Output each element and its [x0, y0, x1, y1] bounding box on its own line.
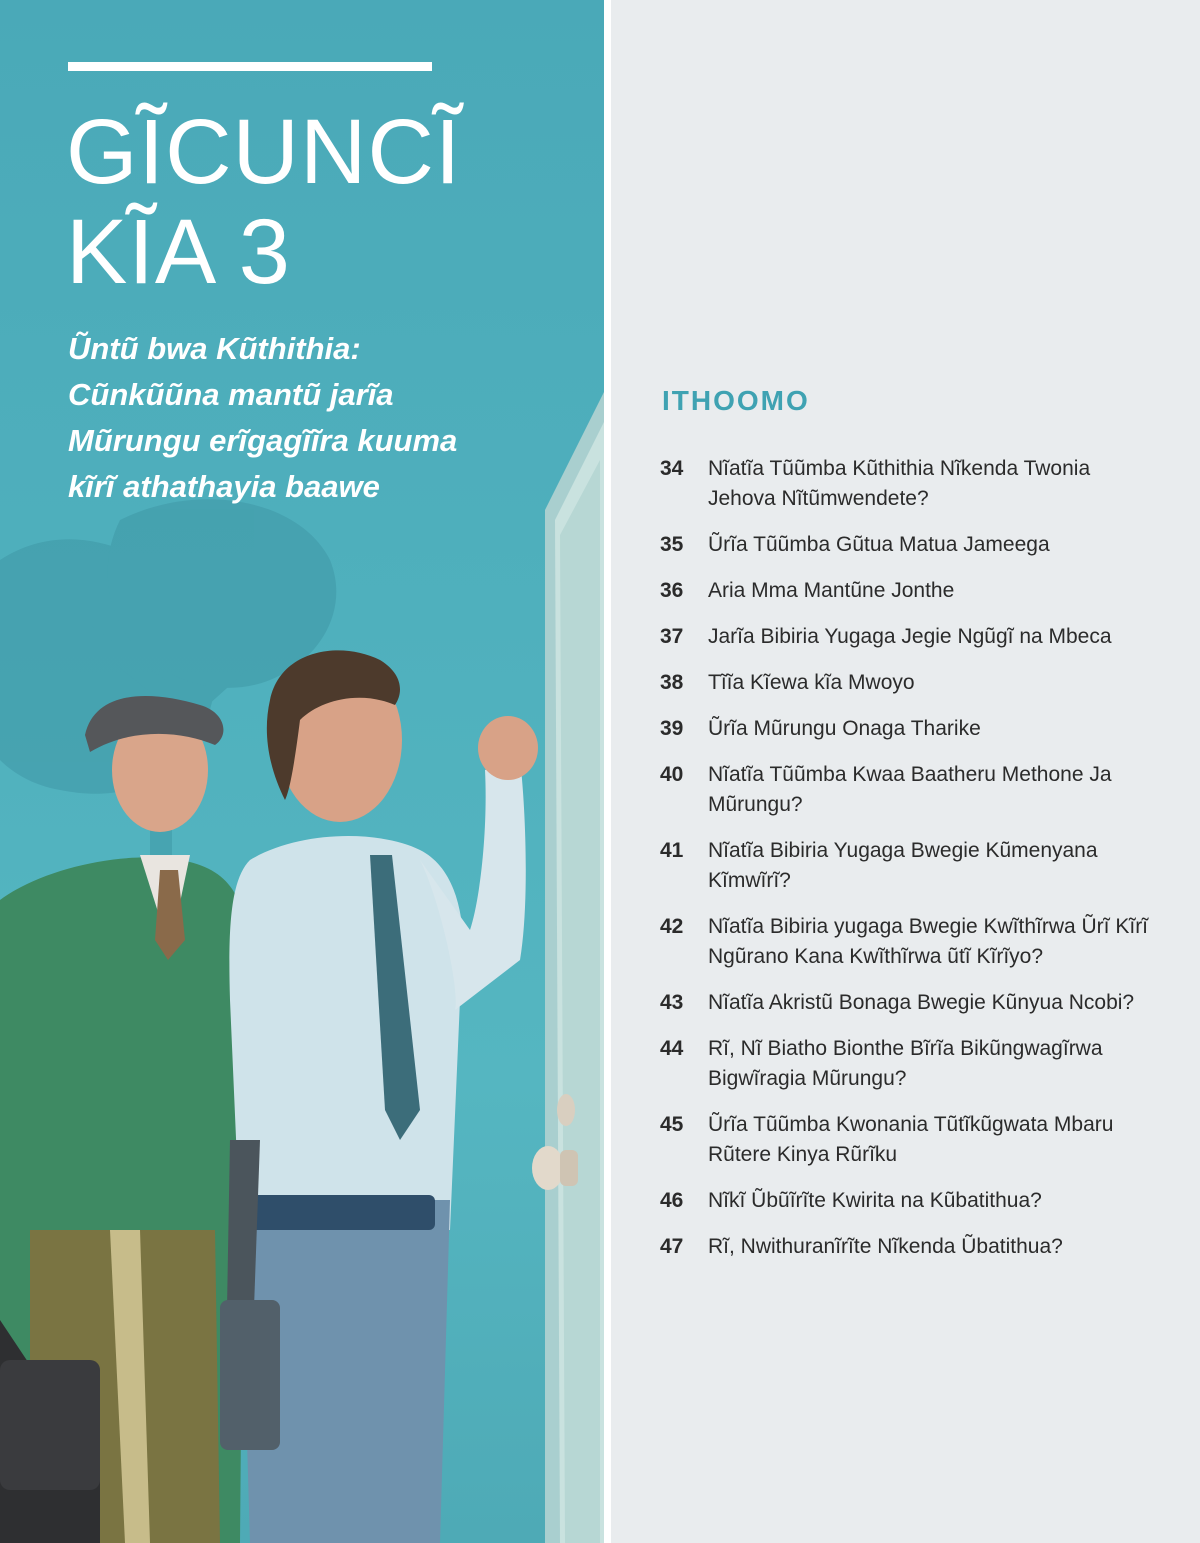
contents-item[interactable]	[660, 912, 1160, 972]
lesson-title: Rĩ, Nĩ Biatho Bionthe Bĩrĩa Bikũngwagĩrwa Bigwĩragia Mũrungu?	[708, 1037, 1103, 1090]
lesson-title: Ũrĩa Tũũmba Gũtua Matua Jameega	[708, 533, 1050, 556]
lesson-title: Nĩatĩa Tũũmba Kũthithia Nĩkenda Twonia Jehova Nĩtũmwendete?	[708, 457, 1091, 510]
contents-item[interactable]	[660, 668, 1160, 698]
contents-item[interactable]	[660, 836, 1160, 896]
lesson-number: 42	[660, 915, 684, 938]
lesson-number: 44	[660, 1037, 684, 1060]
lesson-title: Nĩatĩa Tũũmba Kwaa Baatheru Methone Ja Mũrungu?	[708, 763, 1112, 816]
lesson-title: Jarĩa Bibiria Yugaga Jegie Ngũgĩ na Mbeca	[708, 625, 1112, 648]
lesson-number: 45	[660, 1113, 684, 1136]
contents-item[interactable]	[660, 714, 1160, 744]
contents-item[interactable]	[660, 1034, 1160, 1094]
lesson-title: Nĩatĩa Akristũ Bonaga Bwegie Kũnyua Ncobi?	[708, 991, 1135, 1014]
lesson-title: Ũrĩa Mũrungu Onaga Tharike	[708, 717, 981, 740]
contents-item[interactable]	[660, 530, 1160, 560]
chapter-title-line-1: GĨCUNCĨ	[66, 101, 462, 203]
contents-item[interactable]	[660, 760, 1160, 820]
contents-item[interactable]	[660, 1232, 1160, 1262]
chapter-title	[66, 102, 461, 302]
lesson-title: Aria Mma Mantũne Jonthe	[708, 579, 955, 602]
contents-item[interactable]	[660, 576, 1160, 606]
lesson-number: 34	[660, 457, 684, 480]
contents-list	[660, 454, 1160, 1278]
lesson-title: Nĩatĩa Bibiria Yugaga Bwegie Kũmenyana Kĩmwĩrĩ?	[708, 839, 1098, 892]
contents-item[interactable]	[660, 988, 1160, 1018]
lesson-number: 38	[660, 671, 684, 694]
title-rule	[68, 62, 432, 71]
lesson-number: 35	[660, 533, 684, 556]
lesson-number: 39	[660, 717, 684, 740]
contents-item[interactable]	[660, 622, 1160, 652]
chapter-subtitle: Ũntũ bwa Kũthithia: Cũnkũũna mantũ jarĩa Mũrungu erĩgagĩĩra kuuma kĩrĩ athathayia baawe	[68, 331, 458, 504]
lesson-number: 37	[660, 625, 684, 648]
contents-item[interactable]	[660, 454, 1160, 514]
lesson-number: 40	[660, 763, 684, 786]
contents-item[interactable]	[660, 1110, 1160, 1170]
lesson-title: Nĩatĩa Bibiria yugaga Bwegie Kwĩthĩrwa Ũrĩ Kĩrĩ Ngũrano Kana Kwĩthĩrwa ũtĩ Kĩrĩyo?	[708, 915, 1149, 968]
lesson-title: Tĩĩa Kĩewa kĩa Mwoyo	[708, 671, 915, 694]
page-divider	[604, 0, 611, 1543]
older-man-figure	[0, 696, 246, 1543]
lesson-number: 43	[660, 991, 684, 1014]
lesson-title: Nĩkĩ Ũbũĩrĩte Kwirita na Kũbatithua?	[708, 1189, 1042, 1212]
young-man-figure	[220, 650, 538, 1543]
lesson-title: Ũrĩa Tũũmba Kwonania Tũtĩkũgwata Mbaru Rũtere Kinya Rũrĩku	[708, 1113, 1114, 1166]
lesson-number: 36	[660, 579, 684, 602]
chapter-title-line-2: KĨA 3	[66, 201, 291, 303]
lesson-number: 46	[660, 1189, 684, 1212]
lesson-number: 47	[660, 1235, 684, 1258]
contents-item[interactable]	[660, 1186, 1160, 1216]
lesson-number: 41	[660, 839, 684, 862]
lesson-title: Rĩ, Nwithuranĩrĩte Nĩkenda Ũbatithua?	[708, 1235, 1063, 1258]
contents-heading: ITHOOMO	[662, 385, 810, 416]
